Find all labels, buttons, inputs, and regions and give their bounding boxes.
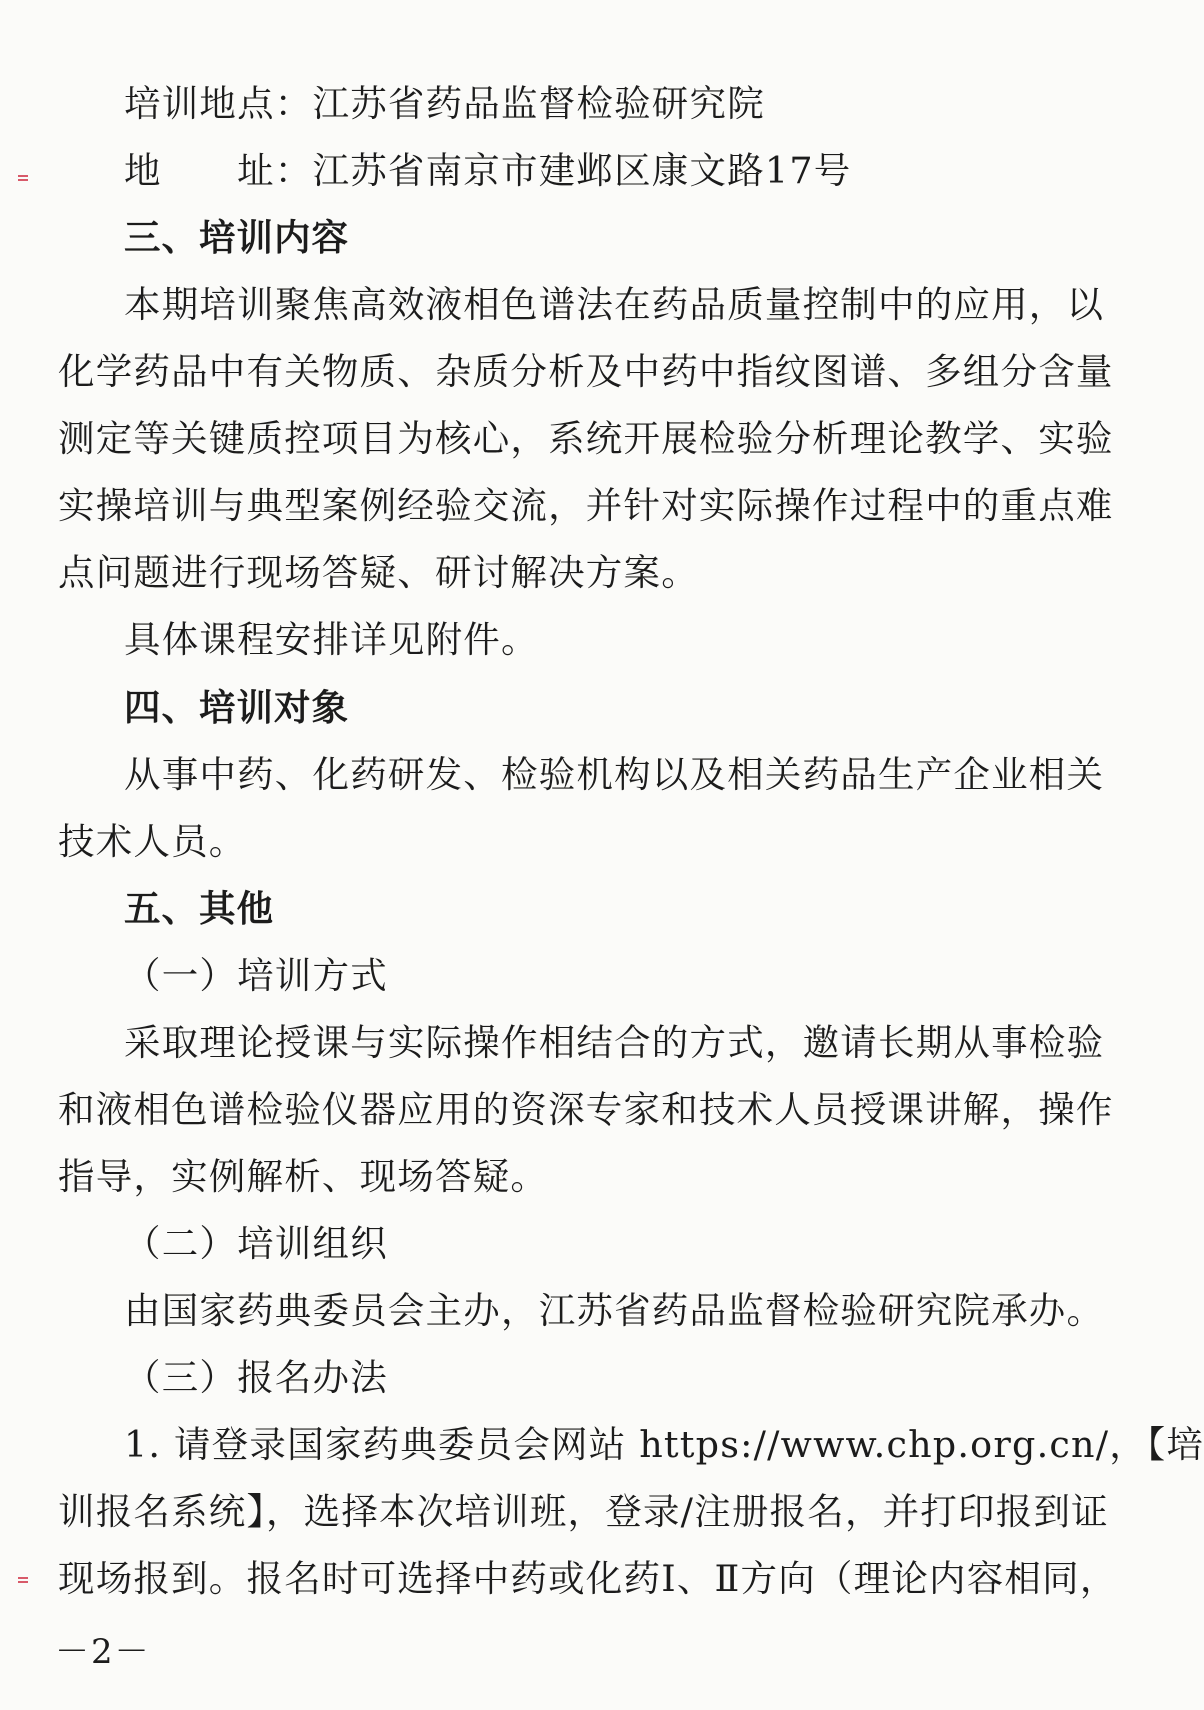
section5-sub1-heading: （一）培训方式: [124, 954, 388, 997]
section5-heading: 五、其他: [124, 887, 274, 930]
section3-para1-line-4: 实操培训与典型案例经验交流，并针对实际操作过程中的重点难: [58, 484, 1114, 527]
section5-sub3-heading: （三）报名办法: [124, 1356, 388, 1399]
section4-line-2: 技术人员。: [58, 820, 247, 863]
section3-para1-line-5: 点问题进行现场答疑、研讨解决方案。: [58, 551, 699, 594]
section3-para1-line-2: 化学药品中有关物质、杂质分析及中药中指纹图谱、多组分含量: [58, 350, 1114, 393]
venue-value: 江苏省药品监督检验研究院: [312, 82, 765, 125]
section5-sub3-line-2: 训报名系统】，选择本次培训班，登录/注册报名，并打印报到证: [58, 1490, 1109, 1533]
address-value: 江苏省南京市建邺区康文路17号: [312, 149, 852, 192]
venue-label: 培训地点：: [124, 82, 313, 125]
section3-heading: 三、培训内容: [124, 216, 349, 259]
section5-sub3-line-1: 1. 请登录国家药典委员会网站 https://www.chp.org.cn/，【培: [124, 1423, 1204, 1466]
margin-mark-top: [18, 175, 28, 185]
section5-sub1-line-1: 采取理论授课与实际操作相结合的方式，邀请长期从事检验: [124, 1021, 1105, 1064]
section3-para1-line-3: 测定等关键质控项目为核心，系统开展检验分析理论教学、实验: [58, 417, 1114, 460]
section5-sub2-heading: （二）培训组织: [124, 1222, 388, 1265]
venue-line: [124, 82, 1204, 126]
section5-sub3-line-3: 现场报到。报名时可选择中药或化药Ⅰ、Ⅱ方向（理论内容相同，: [58, 1557, 1118, 1600]
address-line: [124, 149, 1204, 193]
section3-para1-line-1: 本期培训聚焦高效液相色谱法在药品质量控制中的应用，以: [124, 283, 1105, 326]
page-number: －2－: [55, 1632, 151, 1672]
section4-line-1: 从事中药、化药研发、检验机构以及相关药品生产企业相关: [124, 753, 1105, 796]
section3-para2: 具体课程安排详见附件。: [124, 618, 539, 661]
section5-sub1-line-2: 和液相色谱检验仪器应用的资深专家和技术人员授课讲解，操作: [58, 1088, 1114, 1131]
margin-mark-bottom: [18, 1577, 28, 1587]
section5-sub2-text: 由国家药典委员会主办，江苏省药品监督检验研究院承办。: [124, 1289, 1105, 1332]
address-label: 地 址：: [124, 149, 313, 192]
section4-heading: 四、培训对象: [124, 686, 349, 729]
section5-sub1-line-3: 指导，实例解析、现场答疑。: [58, 1155, 549, 1198]
